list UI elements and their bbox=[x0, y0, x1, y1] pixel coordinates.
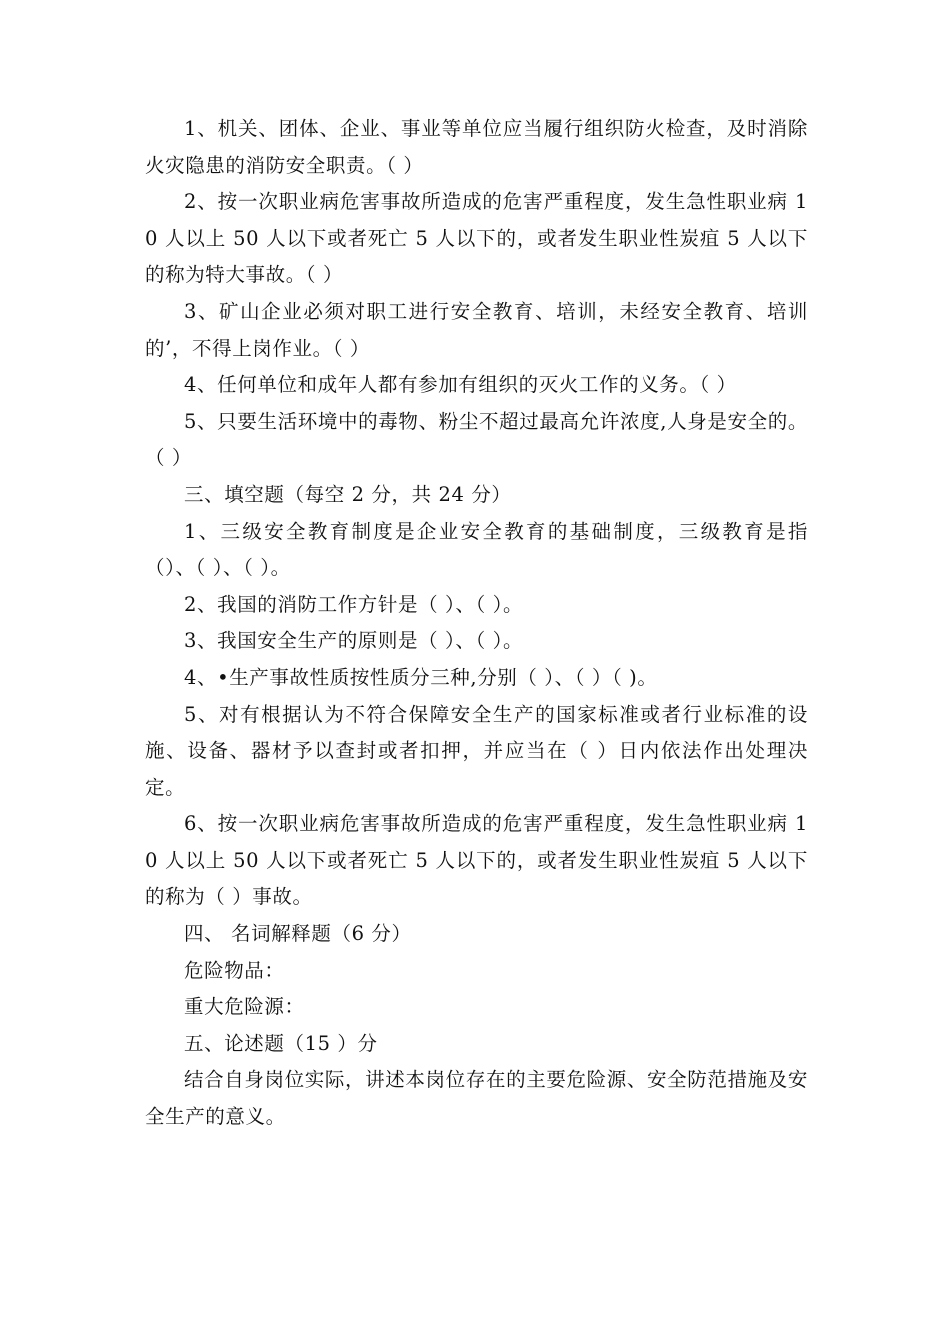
section-heading-definitions: 四、 名词解释题（6 分） bbox=[184, 922, 412, 946]
true-false-item-2: 2、按一次职业病危害事故所造成的危害严重程度，发生急性职业病 10 人以上 50 人以下或者死亡 5 人以下的，或者发生职业性炭疽 5 人以下的称为特大事故。（ ） bbox=[145, 190, 808, 287]
fill-in-item-3: 3、我国安全生产的原则是（ ）、（ ）。 bbox=[184, 629, 524, 653]
fill-in-item-4: 4、•生产事故性质按性质分三种,分别（ ）、（ ）（ )。 bbox=[184, 665, 658, 689]
true-false-item-5: 5、只要生活环境中的毒物、粉尘不超过最高允许浓度,人身是安全的。（ ） bbox=[145, 409, 808, 470]
section-heading-essay: 五、论述题（15 ）分 bbox=[184, 1031, 378, 1055]
fill-in-item-2: 2、我国的消防工作方针是（ ）、（ ）。 bbox=[184, 592, 524, 616]
fill-in-item-5: 5、对有根据认为不符合保障安全生产的国家标准或者行业标准的设施、设备、器材予以查封或者扣押，并应当在（ ）日内依法作出处理决定。 bbox=[145, 702, 808, 799]
definition-item-2: 重大危险源： bbox=[184, 995, 305, 1019]
fill-in-item-6: 6、按一次职业病危害事故所造成的危害严重程度，发生急性职业病 10 人以上 50 人以下或者死亡 5 人以下的，或者发生职业性炭疽 5 人以下的称为（ ）事故。 bbox=[145, 812, 808, 909]
essay-prompt: 结合自身岗位实际，讲述本岗位存在的主要危险源、安全防范措施及安全生产的意义。 bbox=[145, 1068, 808, 1129]
true-false-item-4: 4、任何单位和成年人都有参加有组织的灭火工作的义务。（ ） bbox=[184, 373, 737, 397]
section-heading-fill-in: 三、填空题（每空 2 分，共 24 分） bbox=[184, 482, 512, 506]
true-false-item-3: 3、矿山企业必须对职工进行安全教育、培训，未经安全教育、培训的’，不得上岗作业。（ ） bbox=[145, 299, 808, 360]
definition-item-1: 危险物品： bbox=[184, 958, 285, 982]
fill-in-item-1: 1、三级安全教育制度是企业安全教育的基础制度，三级教育是指（）、（ ）、（ ）。 bbox=[145, 519, 808, 580]
true-false-item-1: 1、机关、团体、企业、事业等单位应当履行组织防火检查，及时消除火灾隐患的消防安全职责。（ ） bbox=[145, 117, 808, 177]
document-body bbox=[145, 111, 808, 1136]
